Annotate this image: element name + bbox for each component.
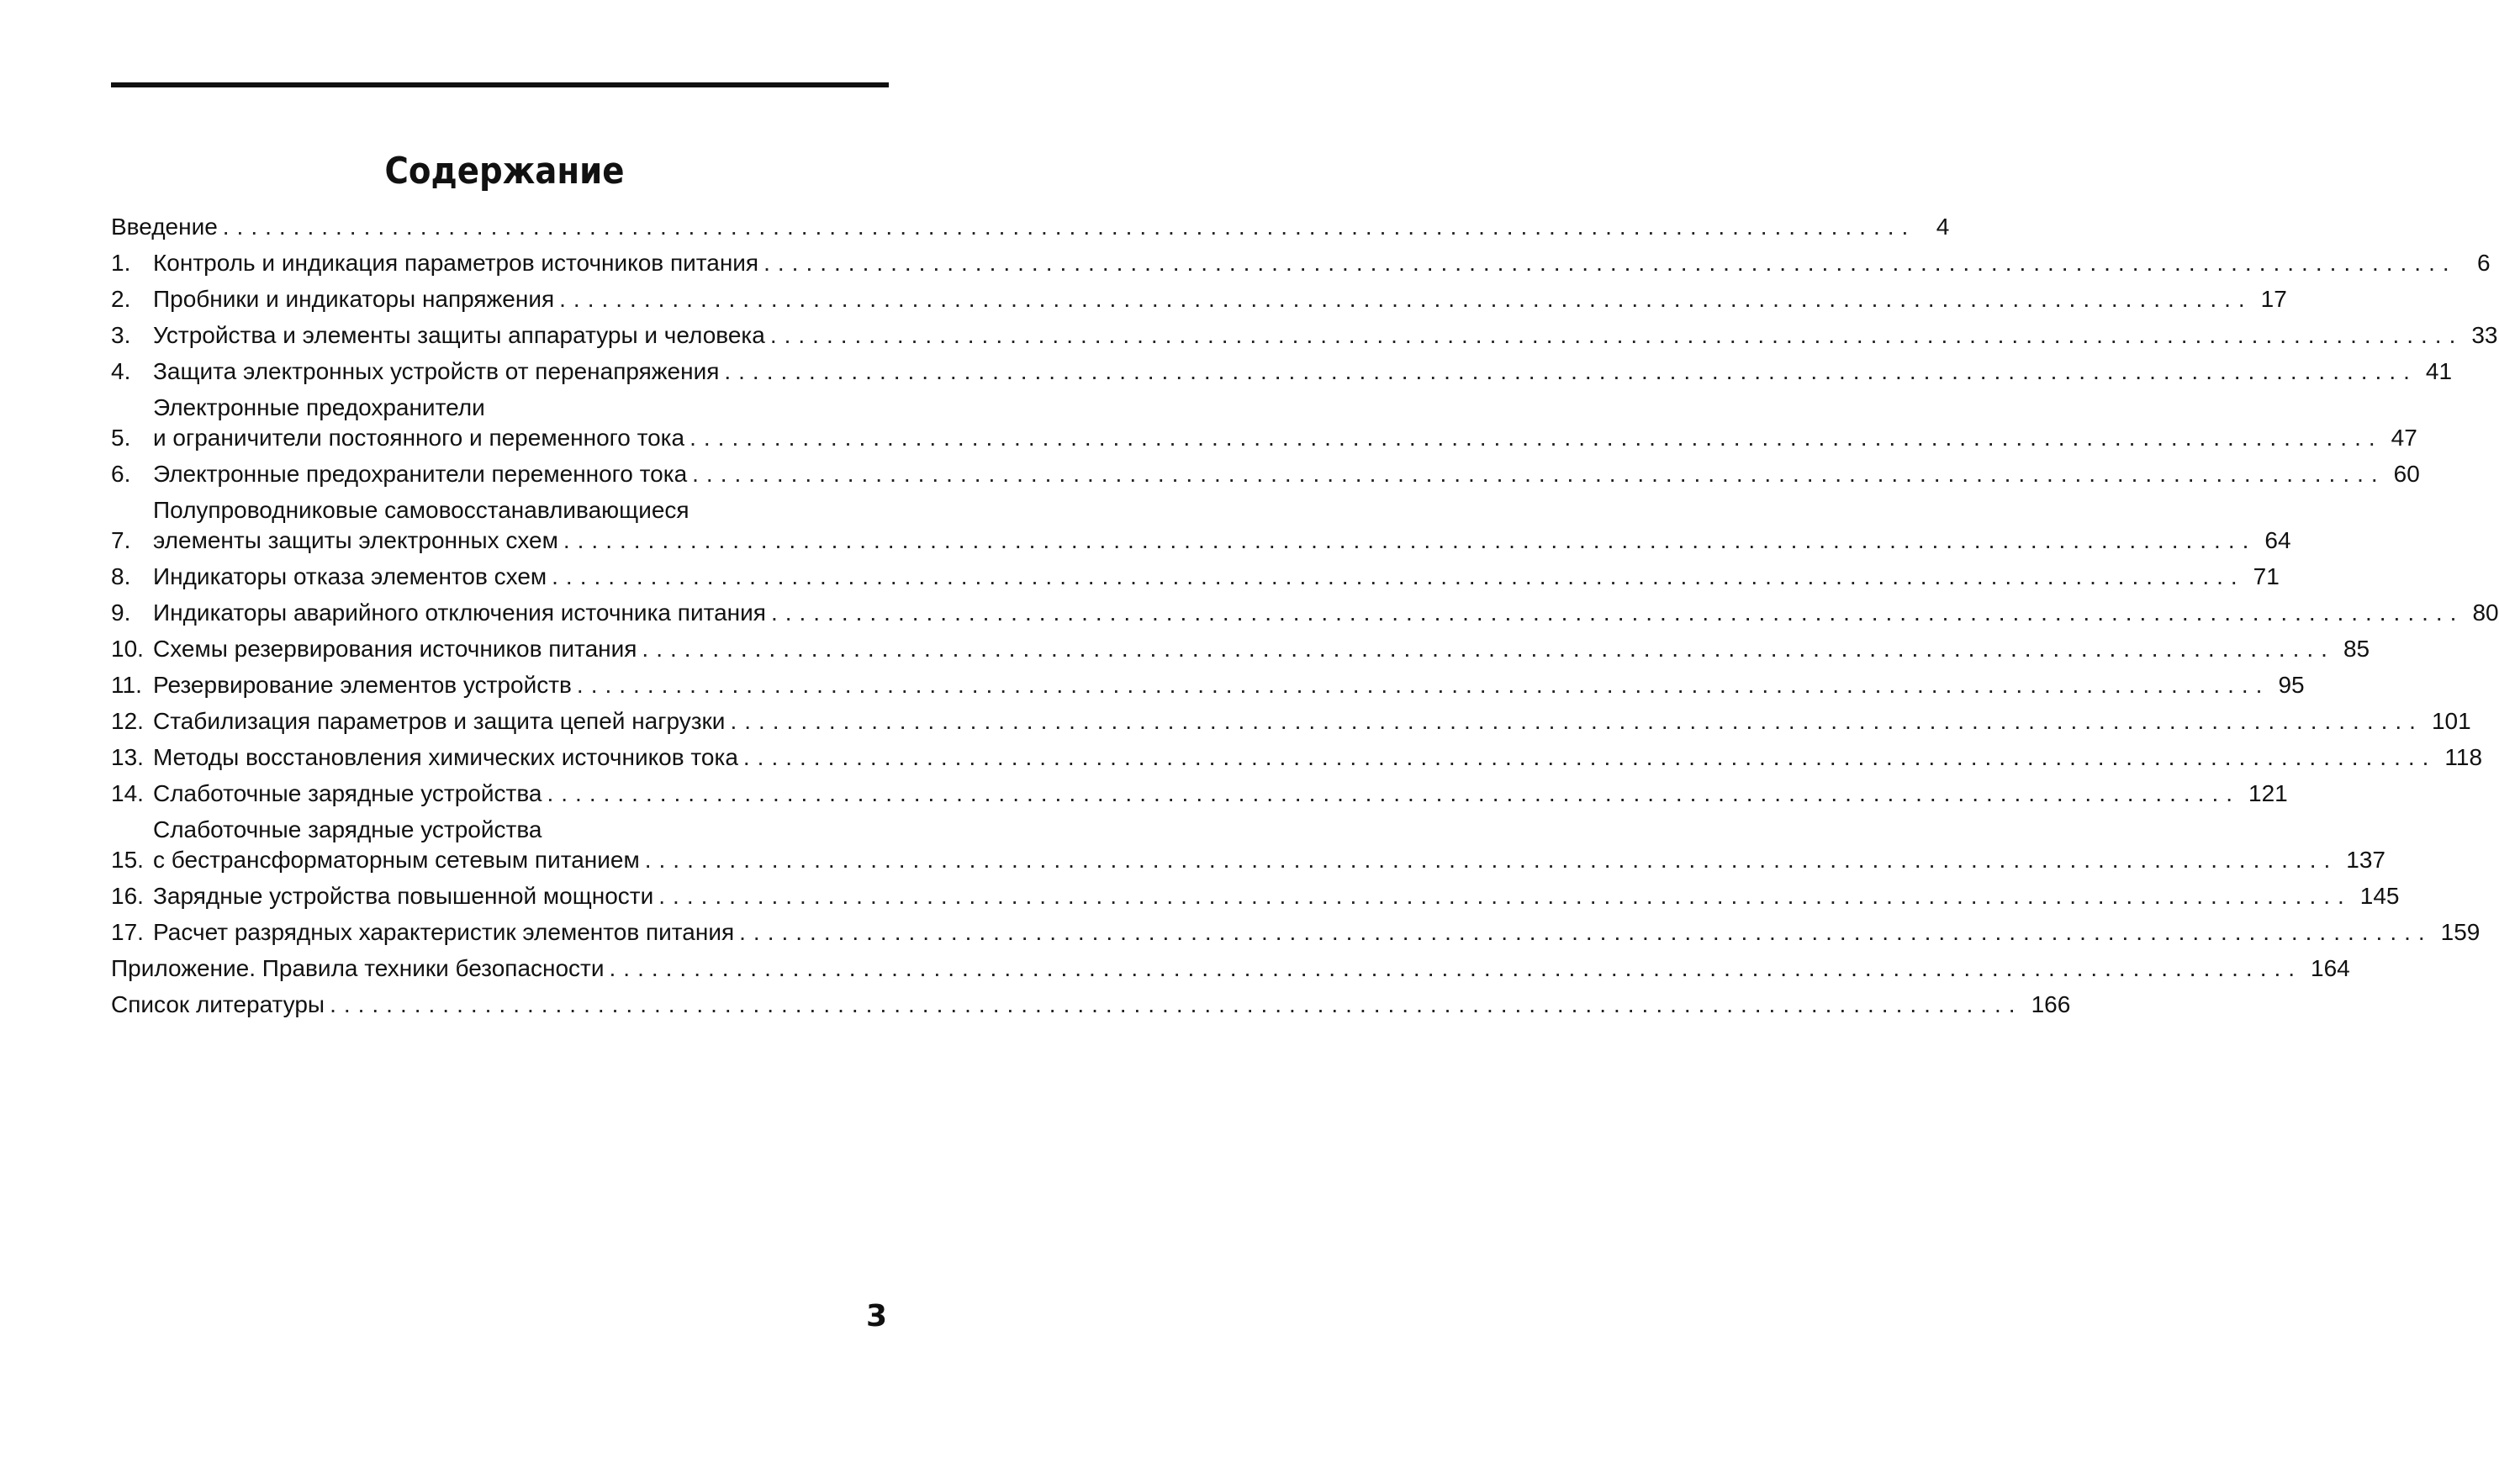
toc-entry-title: Стабилизация параметров и защита цепей нагрузки bbox=[153, 708, 726, 734]
toc-entry bbox=[111, 670, 2305, 700]
toc-entry bbox=[111, 459, 2420, 489]
toc-entry-page: 164 bbox=[2311, 955, 2350, 981]
dot-leader: ........................................................................................................................ bbox=[739, 919, 2433, 945]
toc-entry bbox=[111, 356, 2453, 387]
toc-entry-number: 2. bbox=[111, 286, 131, 312]
dot-leader: ........................................................................................................................ bbox=[552, 563, 2245, 589]
toc-entry-number: 7. bbox=[111, 527, 131, 553]
toc-entry-title: Схемы резервирования источников питания bbox=[153, 636, 637, 662]
toc-entry bbox=[111, 598, 2499, 628]
dot-leader: ........................................................................................................................ bbox=[689, 425, 2383, 451]
dot-leader: ........................................................................................................................ bbox=[769, 322, 2464, 348]
toc-entry-title: элементы защиты электронных схем bbox=[153, 527, 558, 553]
dot-leader: ........................................................................................................................ bbox=[730, 708, 2423, 734]
toc-entry-title: Методы восстановления химических источников тока bbox=[153, 744, 738, 770]
toc-entry-number: 14. bbox=[111, 780, 144, 806]
toc-entry-page: 80 bbox=[2472, 599, 2499, 626]
toc-entry-page: 145 bbox=[2359, 883, 2400, 909]
toc-entry-page: 64 bbox=[2264, 527, 2291, 553]
toc-entry-page: 121 bbox=[2248, 780, 2288, 806]
toc-entry-number: 12. bbox=[111, 708, 144, 734]
toc-entry bbox=[111, 990, 2071, 1020]
dot-leader: ........................................................................................................................ bbox=[763, 250, 2457, 276]
toc-entry-title: Зарядные устройства повышенной мощности bbox=[153, 883, 654, 909]
toc-entry-title: Индикаторы аварийного отключения источника питания bbox=[153, 599, 766, 626]
toc-entry-number: 10. bbox=[111, 636, 144, 662]
toc-entry bbox=[111, 284, 2287, 314]
dot-leader: ........................................................................................................................ bbox=[576, 672, 2270, 698]
toc-entry bbox=[111, 393, 2417, 453]
toc-entry-title: Устройства и элементы защиты аппаратуры и человека bbox=[153, 322, 765, 348]
dot-leader: ........................................................................................................................ bbox=[642, 636, 2335, 662]
dot-leader: ........................................................................................................................ bbox=[692, 461, 2385, 487]
toc-entry bbox=[111, 815, 2385, 875]
dot-leader: ........................................................................................................................ bbox=[563, 527, 2257, 553]
toc-entry-number: 15. bbox=[111, 847, 144, 873]
toc-entry-page: 17 bbox=[2260, 286, 2287, 312]
toc-entry-title: с бестрансформаторным сетевым питанием bbox=[153, 847, 640, 873]
dot-leader: ........................................................................................................................ bbox=[724, 358, 2417, 384]
toc-entry-page: 6 bbox=[2477, 250, 2491, 276]
toc-entry-title: Резервирование элементов устройств bbox=[153, 672, 572, 698]
toc-entry-title: Электронные предохранители bbox=[153, 394, 485, 420]
toc-entry bbox=[111, 562, 2280, 592]
dot-leader: ........................................................................................................................ bbox=[742, 744, 2437, 770]
toc-entry-number: 16. bbox=[111, 883, 144, 909]
dot-leader: ........................................................................................................................ bbox=[547, 780, 2240, 806]
toc-entry-number: 5. bbox=[111, 425, 131, 451]
toc-entry-title: Контроль и индикация параметров источников питания bbox=[153, 250, 759, 276]
toc-entry-page: 118 bbox=[2444, 744, 2483, 770]
toc-entry-page: 33 bbox=[2471, 322, 2498, 348]
toc-entry-number: 6. bbox=[111, 461, 131, 487]
toc-entry bbox=[111, 248, 2491, 278]
toc-entry bbox=[111, 495, 2291, 556]
toc-entry-title: Полупроводниковые самовосстанавливающиеся bbox=[153, 497, 689, 523]
toc-entry-page: 137 bbox=[2346, 847, 2385, 873]
toc-entry-number: 13. bbox=[111, 744, 144, 770]
toc-entry bbox=[111, 742, 2483, 773]
toc-entry bbox=[111, 917, 2481, 948]
dot-leader: ........................................................................................................................ bbox=[222, 214, 1916, 240]
toc-entry-title: Защита электронных устройств от перенапряжения bbox=[153, 358, 720, 384]
dot-leader: ........................................................................................................................ bbox=[658, 883, 2352, 909]
page-number: 3 bbox=[865, 1299, 887, 1333]
toc-entry-title: Индикаторы отказа элементов схем bbox=[153, 563, 547, 589]
dot-leader: ........................................................................................................................ bbox=[330, 991, 2023, 1017]
toc-entry-title: Слаботочные зарядные устройства bbox=[153, 816, 542, 842]
dot-leader: ........................................................................................................................ bbox=[559, 286, 2253, 312]
page-title: Содержание bbox=[384, 150, 625, 193]
toc-entry bbox=[111, 634, 2370, 664]
toc-entry-page: 166 bbox=[2031, 991, 2071, 1017]
toc-entry-number: 4. bbox=[111, 358, 131, 384]
toc-entry-title: и ограничители постоянного и переменного тока bbox=[153, 425, 685, 451]
dot-leader: ........................................................................................................................ bbox=[609, 955, 2303, 981]
toc-entry-title: Пробники и индикаторы напряжения bbox=[153, 286, 555, 312]
toc-entry-number: 17. bbox=[111, 919, 144, 945]
toc-entry-number: 3. bbox=[111, 322, 131, 348]
toc-entry-page: 60 bbox=[2393, 461, 2420, 487]
toc-entry bbox=[111, 953, 2350, 984]
toc-entry-page: 95 bbox=[2278, 672, 2305, 698]
dot-leader: ........................................................................................................................ bbox=[644, 847, 2338, 873]
toc-entry bbox=[111, 212, 1950, 242]
dot-leader: ........................................................................................................................ bbox=[770, 599, 2465, 626]
toc-entry-title: Расчет разрядных характеристик элементов питания bbox=[153, 919, 735, 945]
toc-entry-page: 101 bbox=[2431, 708, 2471, 734]
toc-entry-page: 41 bbox=[2425, 358, 2453, 384]
toc-entry-page: 71 bbox=[2253, 563, 2280, 589]
toc-entry-number: 1. bbox=[111, 250, 131, 276]
toc-entry-page: 85 bbox=[2343, 636, 2370, 662]
toc-entry-title: Список литературы bbox=[111, 991, 325, 1017]
toc-entry bbox=[111, 320, 2498, 351]
toc-entry-number: 11. bbox=[111, 672, 142, 698]
toc-entry-page: 159 bbox=[2440, 919, 2481, 945]
toc-entry-number: 8. bbox=[111, 563, 131, 589]
toc-entry-title: Электронные предохранители переменного тока bbox=[153, 461, 688, 487]
toc-entry bbox=[111, 706, 2471, 737]
toc-entry-title: Приложение. Правила техники безопасности bbox=[111, 955, 605, 981]
toc-entry-number: 9. bbox=[111, 599, 131, 626]
toc-entry-page: 4 bbox=[1936, 214, 1950, 240]
table-of-contents bbox=[111, 212, 2499, 1020]
top-rule bbox=[111, 82, 889, 87]
toc-entry-title: Введение bbox=[111, 214, 218, 240]
toc-entry-page: 47 bbox=[2391, 425, 2417, 451]
toc-entry-title: Слаботочные зарядные устройства bbox=[153, 780, 542, 806]
toc-entry bbox=[111, 881, 2400, 911]
toc-entry bbox=[111, 779, 2288, 809]
